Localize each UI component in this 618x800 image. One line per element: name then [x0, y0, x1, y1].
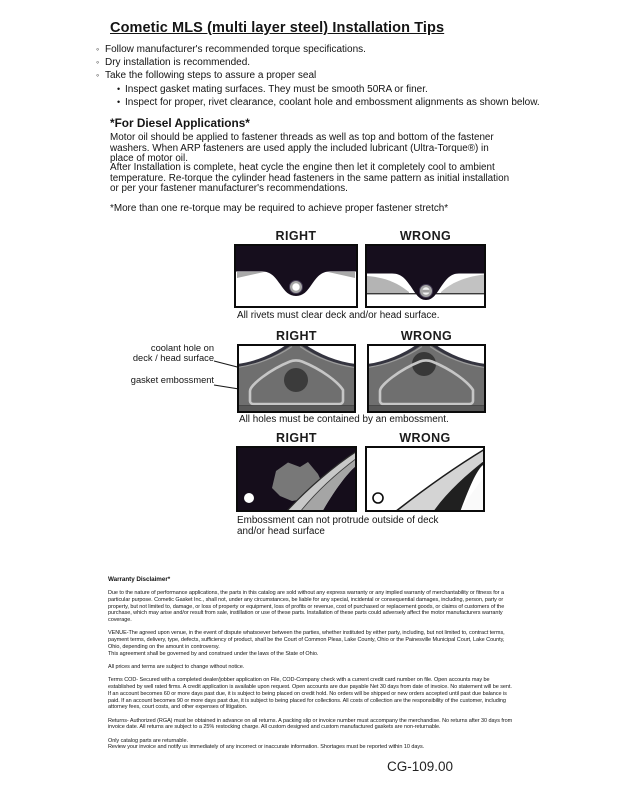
diagram-embossment-right — [237, 344, 356, 413]
installation-tips-list — [96, 43, 566, 109]
protrusion-wrong-graphic — [365, 446, 485, 512]
diagram-rivet-wrong — [365, 244, 486, 308]
diesel-section-heading: *For Diesel Applications* — [110, 116, 250, 130]
warranty-heading: Warranty Disclaimer* — [108, 576, 171, 583]
sub-list-item — [117, 83, 566, 96]
diagram-protrusion-wrong — [365, 446, 485, 512]
list-item-text: Take the following steps to assure a proper seal — [105, 70, 317, 82]
diesel-paragraph: After Installation is complete, heat cycle the engine then let it completely cool to ambient temperature. Re-torque the cylinder head fasteners in the same pattern as initial installation or per your fastener manufacturer's recommendations. — [110, 162, 510, 195]
diagram-rivet-right — [234, 244, 358, 308]
warranty-paragraph: This agreement shall be governed by and construed under the laws of the State of Ohio. — [108, 650, 319, 657]
open-bullet-icon: ◦ — [96, 44, 100, 54]
protrusion-right-graphic — [236, 446, 357, 512]
annotation-text: coolant hole on — [150, 343, 214, 353]
diagram-row3-caption: Embossment can not protrude outside of deck and/or head surface — [237, 515, 439, 537]
rivet-right-graphic — [234, 244, 358, 308]
diagram-row2-wrong-label: WRONG — [400, 329, 453, 343]
diagram-row1-wrong-label: WRONG — [399, 229, 452, 243]
filled-bullet-icon: • — [117, 83, 121, 94]
warranty-paragraph: Review your invoice and notify us immediately of any incorrect or inaccurate information. Shortages must be reported within 10 days. — [108, 744, 425, 751]
list-item-text: Dry installation is recommended. — [105, 57, 251, 69]
list-item-text: Inspect for proper, rivet clearance, coolant hole and embossment alignments as shown below. — [125, 96, 540, 108]
diagram-protrusion-right — [236, 446, 357, 512]
diesel-paragraph: Motor oil should be applied to fastener threads as well as top and bottom of the fastener washers. When ARP fasteners are used apply the included lubricant (Ultra-Torque®) in place of motor oil. — [110, 132, 494, 165]
list-item — [96, 69, 566, 82]
warranty-disclaimer-section — [108, 576, 514, 757]
open-bullet-icon: ◦ — [96, 70, 100, 81]
page-title: Cometic MLS (multi layer steel) Installation Tips — [110, 20, 445, 36]
diagram-embossment-wrong — [367, 344, 486, 413]
diagram-row3-wrong-label: WRONG — [399, 431, 451, 445]
diagram-row3-right-label: RIGHT — [276, 431, 317, 445]
list-item — [96, 43, 566, 56]
warranty-paragraph: Returns- Authorized (RGA) must be obtained in advance on all returns. A packing slip or invoice number must accompany the merchandise. No returns after 30 days from invoice date. All returns are subject to a 25% restocking charge. All custom designed and custom manufactured gaskets are non-returnable. — [108, 717, 513, 731]
rivet-wrong-graphic — [365, 244, 486, 308]
annotation-text: deck / head surface — [132, 352, 214, 363]
diesel-paragraph: *More than one re-torque may be required to achieve proper fastener stretch* — [110, 203, 449, 214]
list-item — [96, 56, 566, 69]
list-item-text: Follow manufacturer's recommended torque specifications. — [105, 44, 366, 55]
gasket-embossment-annotation: gasket embossment — [130, 375, 214, 385]
diagram-row2-caption: All holes must be contained by an embossment. — [239, 414, 449, 425]
embossment-wrong-graphic — [367, 344, 486, 413]
warranty-paragraph: All prices and terms are subject to change without notice. — [108, 663, 245, 670]
warranty-paragraph: Only catalog parts are returnable. — [108, 737, 188, 744]
warranty-paragraph: Due to the nature of performance applications, the parts in this catalog are sold without any express warranty or any implied warranty of merchantability or fitness for a particular purpose. Cometic Gasket Inc., shall not, under any circumstances, be liable for any special, incidental or consequential damages, including, person, party or property, but not limited to, damage, or loss of property or equipment, loss of profits or revenue, cost of purchased or replacement goods, or claims of customers of the purchase, which may arise and/or result from sale, instillation or use of these parts. Installation of these parts could adversely affect the motor manufacturers warranty coverage. — [108, 590, 505, 624]
warranty-paragraph: VENUE-The agreed upon venue, in the event of dispute whatsoever between the parties, whether instituted by either party, including, but not limited to, contract terms, payment terms, delivery, type, defects, sufficiency of product, shall be the Court of Common Pleas, Lake County, Ohio or the Painesville Municipal Court, Lake County, Ohio, depending on the amount in controversy. — [108, 630, 505, 650]
open-bullet-icon: ◦ — [96, 57, 100, 68]
diagram-row1-caption: All rivets must clear deck and/or head surface. — [237, 310, 440, 321]
diagram-row2-right-label: RIGHT — [276, 329, 317, 343]
catalog-document-number: CG-109.00 — [387, 759, 454, 774]
sub-list-item — [117, 96, 566, 109]
embossment-right-graphic — [237, 344, 356, 413]
diagram-row1-right-label: RIGHT — [275, 229, 317, 243]
list-item-text: Inspect gasket mating surfaces. They must be smooth 50RA or finer. — [125, 83, 428, 95]
warranty-paragraph: Terms COD- Secured with a completed dealer/jobber application on File, COD-Company check with a current credit card number on file. Open accounts may be established by well rated firms. A credit application is available upon request. Open accounts are due payable Net 30 days from date of invoice. No statement will be sent. If an account becomes 60 or more days past due, it is subject to being placed on credit hold. No orders will be shipped or new orders accepted until past due balance is paid. If an account becomes 90 or more days past due, it is subject to being placed for collections. All costs of collection are the responsibility of the customer, including attorney fees, court costs, and other expenses of litigation. — [108, 677, 512, 711]
filled-bullet-icon: • — [117, 96, 121, 107]
